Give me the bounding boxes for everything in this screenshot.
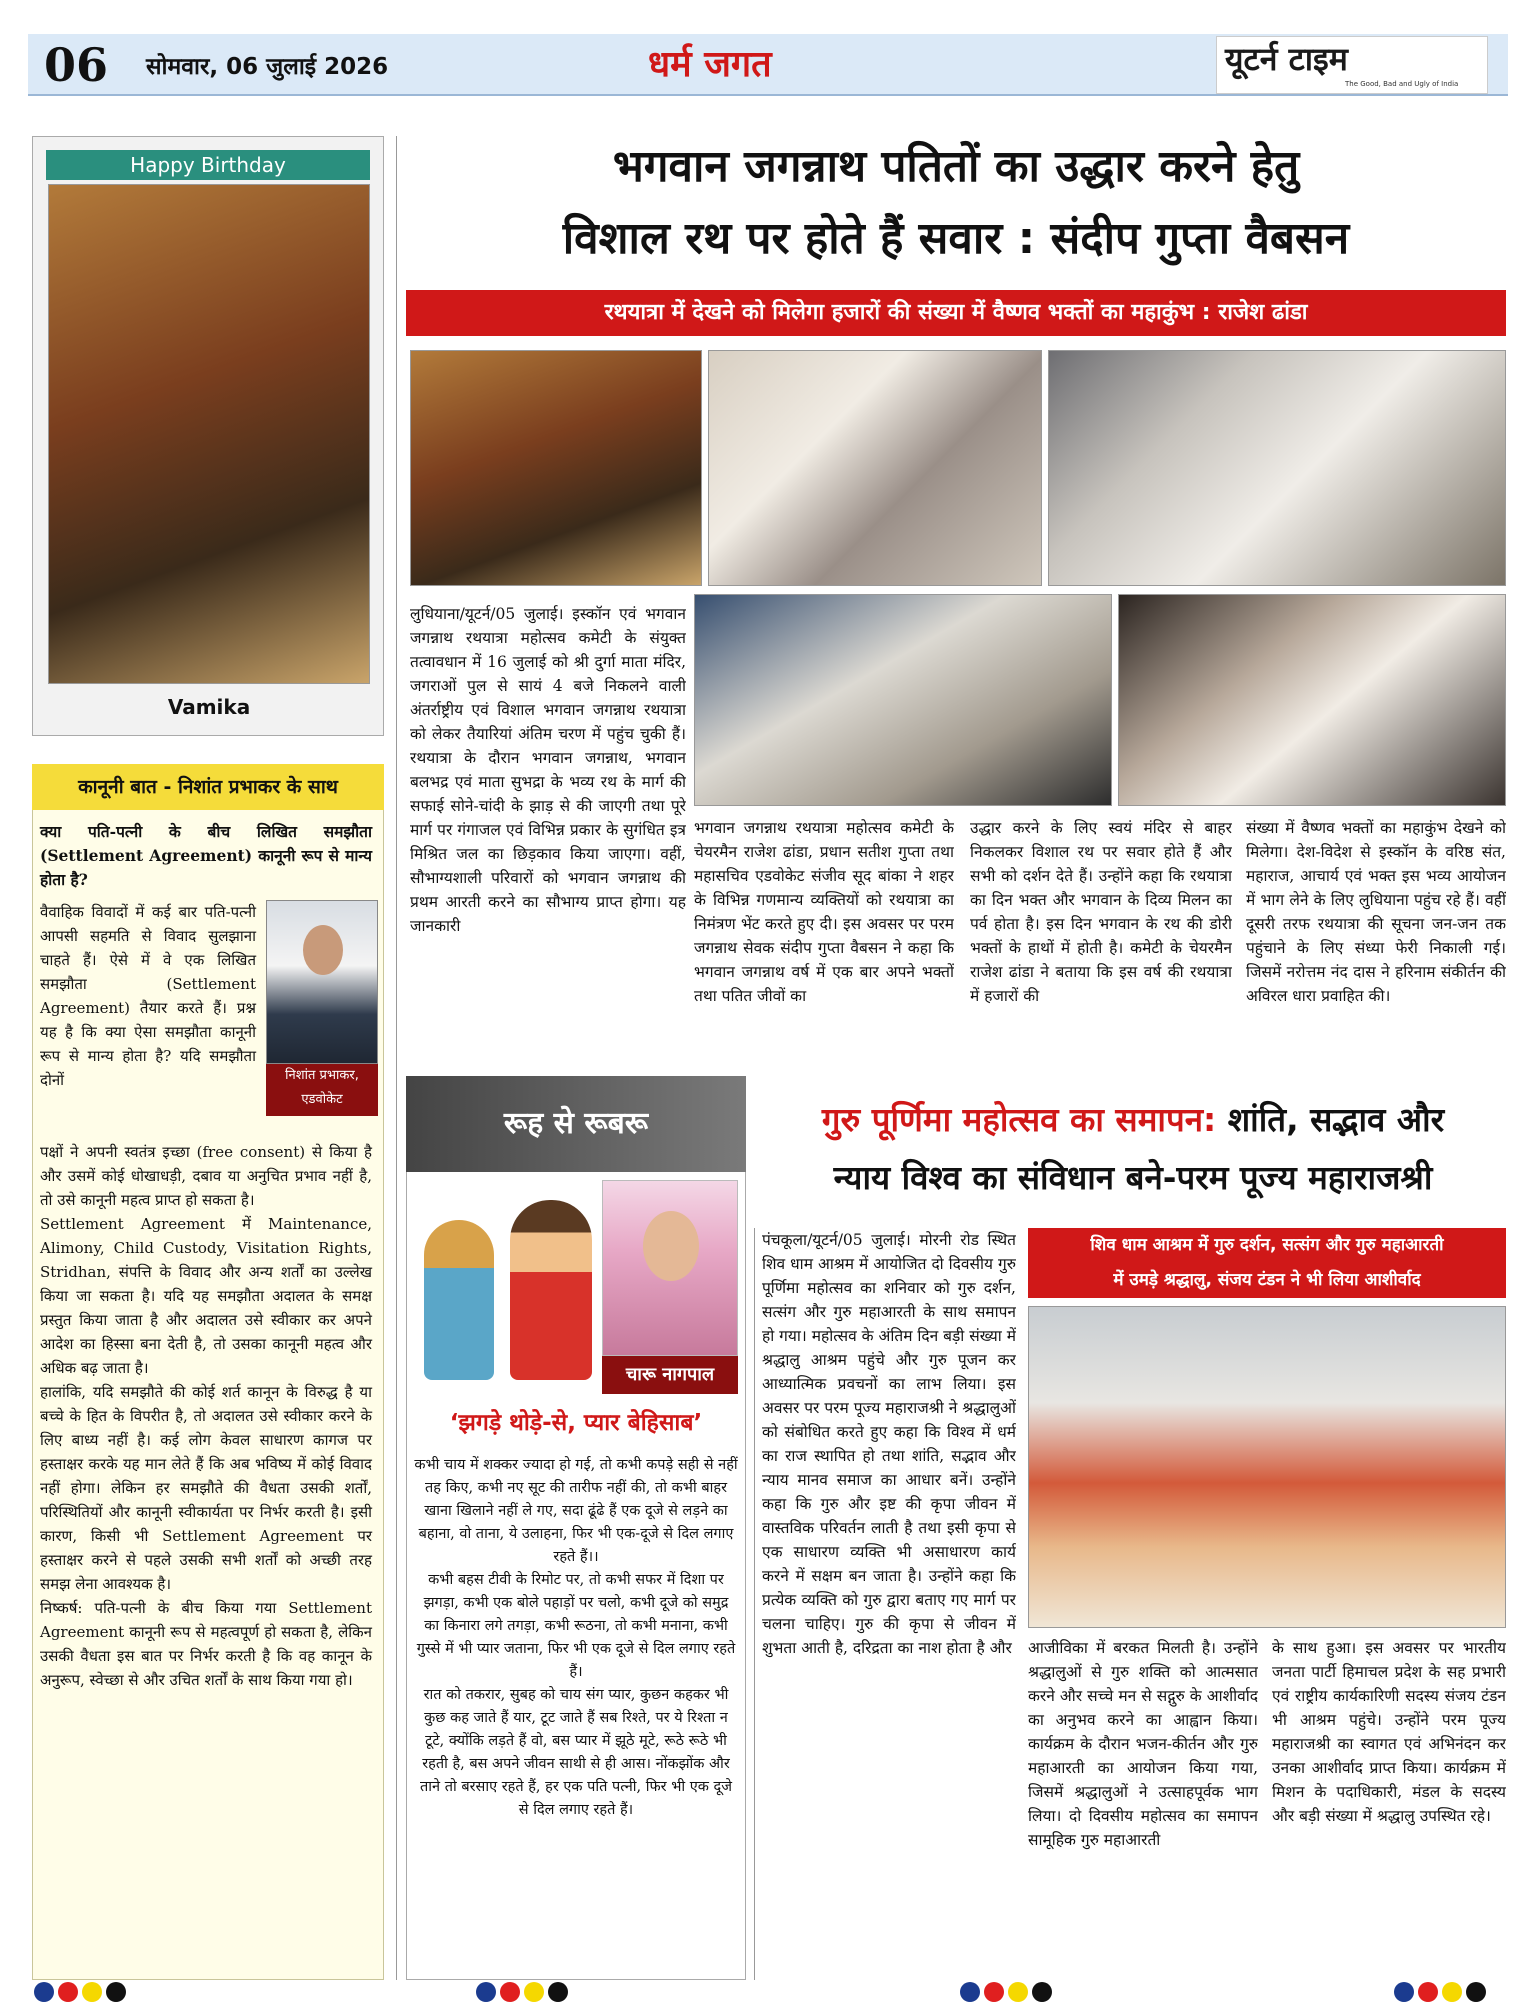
registration-dot-icon: [548, 1982, 568, 2002]
footer-dots-center: [476, 1982, 572, 2006]
legal-para-3: Settlement Agreement में Maintenance, Alimony, Child Custody, Visitation Rights, Stridhan, संपत्ति के विवाद और अन्य शर्तों का उल्लेख किया जा सकता है। यदि यह समझौता अदालत के समक्ष प्रस्तुत किया जाता है और अदालत उसे स्वीकार कर अपने आदेश का हिस्सा बना देती है, तो उसका कानूनी महत्व और अधिक बढ़ जाता है।: [40, 1215, 372, 1377]
guru-headline-red: गुरु पूर्णिमा महोत्सव का समापन:: [821, 1100, 1217, 1139]
ruh-title: ‘झगड़े थोड़े-से, प्यार बेहिसाब’: [449, 1410, 703, 1436]
registration-dot-icon: [1032, 1982, 1052, 2002]
registration-dot-icon: [1008, 1982, 1028, 2002]
main-headline-line1: भगवान जगन्नाथ पतितों का उद्धार करने हेतु: [612, 141, 1300, 192]
legal-text-narrow: [40, 900, 256, 1092]
legal-text-wide: [40, 1140, 372, 1692]
legal-para-5: निष्कर्ष: पति-पत्नी के बीच किया गया Settlement Agreement कानूनी रूप से महत्वपूर्ण हो सकता है, लेकिन उसकी वैधता इस बात पर निर्भर करती है कि वह कानून के अनुरूप, स्वेच्छा से और उचित शर्तों के साथ किया गया हो।: [40, 1599, 372, 1689]
ruh-heading: रूह से रूबरू: [406, 1076, 746, 1172]
registration-dot-icon: [1418, 1982, 1438, 2002]
legal-para-2b: पक्षों ने अपनी स्वतंत्र इच्छा (free consent) से किया है और उसमें कोई धोखाधड़ी, दबाव या अनुचित प्रभाव नहीं है, तो उसे कानूनी महत्व प्राप्त हो सकता है।: [40, 1143, 372, 1209]
ruh-para-2: कभी बहस टीवी के रिमोट पर, तो कभी सफर में दिशा पर झगड़ा, कभी एक बोले पहाड़ों पर चलो, कभी दूजे को समुद्र का किनारा लगे तगड़ा, कभी रूठना, तो कभी मनाना, कभी गुस्से में भी प्यार जताना, फिर भी एक दूजे से दिल लगाए रहते हैं।: [416, 1572, 736, 1680]
main-col-3-text: उद्धार करने के लिए स्वयं मंदिर से बाहर निकलकर विशाल रथ पर सवार होते हैं और सभी को दर्शन देते हैं। उन्होंने कहा कि रथयात्रा का दिन भक्त और भगवान के दिव्य मिलन का पर्व होता है। इस दिन भगवान के रथ की डोरी भक्तों के हाथों में होती है। कमेटी के चेयरमैन राजेश ढांडा ने बताया कि इस वर्ष की रथयात्रा में हजारों की: [970, 819, 1232, 1005]
masthead-logo: [1216, 36, 1488, 94]
masthead-tagline: The Good, Bad and Ugly of India: [1345, 80, 1459, 88]
guru-col-1: [762, 1228, 1016, 1980]
legal-question: [40, 820, 372, 892]
ruh-author-photo: [602, 1180, 738, 1356]
registration-dot-icon: [476, 1982, 496, 2002]
guru-col-1-text: पंचकूला/यूटर्न/05 जुलाई। मोरनी रोड स्थित शिव धाम आश्रम में आयोजित दो दिवसीय गुरु पूर्णिमा महोत्सव का शनिवार को गुरु दर्शन, सत्संग और गुरु महाआरती के साथ समापन हो गया। महोत्सव के अंतिम दिन बड़ी संख्या में श्रद्धालु आश्रम पहुंचे और गुरु पूजन कर आध्यात्मिक प्रवचनों का लाभ लिया। इस अवसर पर परम पूज्य महाराजश्री ने श्रद्धालुओं को संबोधित करते हुए कहा कि विश्व में धर्म का राज स्थापित हो तथा शांति, सद्भाव और न्याय मानव समाज का आधार बनें। उन्होंने कहा कि गुरु और इष्ट की कृपा जीवन में वास्तविक परिवर्तन लाती है तथा इसी कृपा से एक साधारण व्यक्ति भी असाधारण कार्य करने में सक्षम बन जाता है। उन्होंने कहा कि प्रत्येक व्यक्ति को गुरु द्वारा बताए गए मार्ग पर चलना चाहिए। गुरु की कृपा से जीवन में शुभता आती है, दरिद्रता का नाश होता है और: [762, 1231, 1016, 1657]
registration-dot-icon: [1442, 1982, 1462, 2002]
legal-author-title: एडवोकेट: [301, 1092, 343, 1107]
ruh-text: [414, 1454, 738, 1822]
birthday-banner: Happy Birthday: [46, 150, 370, 180]
column-divider: [396, 136, 397, 1980]
column-divider: [754, 1228, 755, 1980]
legal-para-4: हालांकि, यदि समझौते की कोई शर्त कानून के विरुद्ध है या बच्चे के हित के विपरीत है, तो अदालत उसे स्वीकार करने के लिए बाध्य नहीं है। कई लोग केवल साधारण कागज पर हस्ताक्षर करके यह मान लेते हैं कि अब भविष्य में कोई विवाद नहीं होगा। लेकिन हर समझौते की वैधता उसकी शर्तों, परिस्थितियों और कानूनी स्वीकार्यता पर निर्भर करती है। इसी कारण, किसी भी Settlement Agreement पर हस्ताक्षर करने से पहले उसकी सभी शर्तों को अच्छी तरह समझ लेना आवश्यक है।: [40, 1383, 372, 1593]
ruh-cartoon: [414, 1180, 600, 1394]
main-col-3: [970, 816, 1232, 1064]
birthday-name: Vamika: [167, 695, 251, 719]
guru-photo-gathering: [1028, 1306, 1506, 1628]
main-col-4: [1246, 816, 1506, 1064]
legal-para-1: क्या पति-पत्नी के बीच लिखित समझौता (Settlement Agreement) कानूनी रूप से मान्य होता है?: [40, 822, 372, 889]
guru-headline-rest: शांति, सद्भाव और: [1216, 1100, 1445, 1139]
main-photo-group-2: [1048, 350, 1506, 586]
guru-subhead: [1028, 1228, 1506, 1298]
guru-col-3-text: के साथ हुआ। इस अवसर पर भारतीय जनता पार्टी हिमाचल प्रदेश के सह प्रभारी एवं राष्ट्रीय कार्यकारिणी सदस्य संजय टंडन भी आश्रम पहुंचे। उन्होंने परम पूज्य महाराजश्री का स्वागत एवं अभिनंदन कर उनका आशीर्वाद प्राप्त किया। कार्यक्रम में मिशन के पदाधिकारी, मंडल के सदस्य और बड़ी संख्या में श्रद्धालु उपस्थित रहे।: [1272, 1639, 1506, 1825]
main-photo-deities: [410, 350, 702, 586]
main-photo-crowd: [694, 594, 1112, 806]
main-headline-line2: विशाल रथ पर होते हैं सवार : संदीप गुप्ता वैबसन: [562, 213, 1350, 264]
page-number: 06: [44, 38, 109, 92]
masthead-logo-text: यूटर्न टाइम: [1225, 40, 1348, 78]
main-col-4-text: संख्या में वैष्णव भक्तों का महाकुंभ देखने को मिलेगा। देश-विदेश से इस्कॉन के वरिष्ठ संत, महाराज, आचार्य एवं भक्त इस भव्य आयोजन में भाग लेने के लिए लुधियाना पहुंच रहे हैं। वहीं दूसरी तरफ रथयात्रा की सूचना जन-जन तक पहुंचाने के लिए संध्या फेरी निकाली गई। जिसमें नरोत्तम नंद दास ने हरिनाम संकीर्तन की अविरल धारा प्रवाहित की।: [1246, 819, 1506, 1005]
guru-headline-line1: [760, 1096, 1506, 1144]
legal-author-face-icon: [303, 925, 343, 975]
registration-dot-icon: [58, 1982, 78, 2002]
ruh-author-face-icon: [643, 1211, 699, 1281]
main-subhead: रथयात्रा में देखने को मिलेगा हजारों की संख्या में वैष्णव भक्तों का महाकुंभ : राजेश ढांडा: [406, 290, 1506, 336]
main-col-2-text: भगवान जगन्नाथ रथयात्रा महोत्सव कमेटी के चेयरमैन राजेश ढांडा, प्रधान सतीश गुप्ता तथा महासचिव एडवोकेट संजीव सूद बांका ने शहर के विभिन्न गणमान्य व्यक्तियों को रथयात्रा का निमंत्रण भेंट करते हुए दी। इस अवसर पर परम जगन्नाथ सेवक संदीप गुप्ता वैबसन ने कहा कि भगवान जगन्नाथ वर्ष में एक बार अपने भक्तों तथा पतित जीवों का: [694, 819, 954, 1005]
legal-author-photo: [266, 900, 378, 1064]
footer-dots-left: [34, 1982, 130, 2006]
legal-heading: कानूनी बात - निशांत प्रभाकर के साथ: [32, 764, 384, 810]
footer-dots-right: [1394, 1982, 1490, 2006]
guru-col-2-text: आजीविका में बरकत मिलती है। उन्होंने श्रद्धालुओं से गुरु शक्ति को आत्मसात करने और सच्चे मन से सद्गुरु के आशीर्वाद का अनुभव करने का आह्वान किया। कार्यक्रम के दौरान भजन-कीर्तन और गुरु महाआरती का आयोजन किया गया, जिसमें श्रद्धालुओं ने उत्साहपूर्वक भाग लिया। दो दिवसीय महोत्सव का समापन सामूहिक गुरु महाआरती: [1028, 1639, 1258, 1849]
guru-subhead-line1: शिव धाम आश्रम में गुरु दर्शन, सत्संग और गुरु महाआरती: [1090, 1235, 1444, 1255]
footer-dots-mid: [960, 1982, 1056, 2006]
issue-date: सोमवार, 06 जुलाई 2026: [146, 54, 389, 80]
section-title: धर्म जगत: [648, 44, 772, 85]
cartoon-man-icon: [510, 1200, 592, 1380]
main-col-1-text: लुधियाना/यूटर्न/05 जुलाई। इस्कॉन एवं भगवान जगन्नाथ रथयात्रा महोत्सव कमेटी के संयुक्त तत्वावधान में 16 जुलाई को श्री दुर्गा माता मंदिर, जगराओं पुल से सायं 4 बजे निकलने वाली अंतर्राष्ट्रीय एवं विशाल भगवान जगन्नाथ रथयात्रा को लेकर तैयारियां अंतिम चरण में पहुंच चुकी हैं। रथयात्रा के दौरान भगवान जगन्नाथ, भगवान बलभद्र एवं माता सुभद्रा के भव्य रथ के मार्ग की सफाई सोने-चांदी के झाड़ से की जाएगी तथा पूरे मार्ग पर गंगाजल एवं विभिन्न प्रकार के सुगंधित इत्र मिश्रित जल का छिड़काव किया जाएगा। वहीं, सौभाग्यशाली परिवारों को भगवान जगन्नाथ की प्रथम आरती करने का सौभाग्य प्राप्त होगा। यह जानकारी: [410, 605, 686, 935]
registration-dot-icon: [82, 1982, 102, 2002]
ruh-para-3: रात को तकरार, सुबह को चाय संग प्यार, कुछन कहकर भी कुछ कह जाते हैं यार, टूट जाते हैं सब रिश्ते, पर ये रिश्ता न टूटे, क्योंकि लड़ते हैं वो, बस प्यार में झूठे मूटे, रूठे रूठे भी रहती है, बस अपने जीवन साथी से ही आस। नोंकझोंक और ताने तो बरसाए रहते हैं, हर एक पति पत्नी, फिर भी एक दूजे से दिल लगाए रहते हैं।: [420, 1687, 732, 1818]
ruh-para-1: कभी चाय में शक्कर ज्यादा हो गई, तो कभी कपड़े सही से नहीं तह किए, कभी नए सूट की तारीफ नहीं की, तो कभी बाहर खाना खिलाने नहीं ले गए, सदा ढूंढे हैं एक दूजे से लड़ने का बहाना, वो ताना, ये उलाहना, फिर भी एक-दूजे से दिल लगाए रहते हैं।।: [414, 1457, 738, 1565]
legal-author-name: निशांत प्रभाकर,: [285, 1068, 359, 1083]
guru-col-2: [1028, 1636, 1258, 1980]
registration-dot-icon: [960, 1982, 980, 2002]
main-col-1: [410, 602, 686, 1064]
guru-headline-line2: न्याय विश्व का संविधान बने-परम पूज्य महाराजश्री: [833, 1158, 1433, 1197]
registration-dot-icon: [524, 1982, 544, 2002]
main-photo-group-3: [1118, 594, 1506, 806]
registration-dot-icon: [1394, 1982, 1414, 2002]
cartoon-woman-icon: [424, 1220, 494, 1380]
registration-dot-icon: [500, 1982, 520, 2002]
main-photo-group-1: [708, 350, 1042, 586]
ruh-author-name: चारू नागपाल: [602, 1356, 738, 1394]
main-col-2: [694, 816, 954, 1064]
registration-dot-icon: [984, 1982, 1004, 2002]
birthday-photo: [48, 184, 370, 684]
guru-col-3: [1272, 1636, 1506, 1980]
legal-para-2a: वैवाहिक विवादों में कई बार पति-पत्नी आपसी सहमति से विवाद सुलझाना चाहते हैं। ऐसे में वे एक लिखित समझौता (Settlement Agreement) तैयार करते हैं। प्रश्न यह है कि क्या ऐसा समझौता कानूनी रूप से मान्य होता है? यदि समझौता दोनों: [40, 903, 256, 1089]
guru-subhead-line2: में उमड़े श्रद्धालु, संजय टंडन ने भी लिया आशीर्वाद: [1113, 1270, 1421, 1290]
registration-dot-icon: [1466, 1982, 1486, 2002]
registration-dot-icon: [106, 1982, 126, 2002]
legal-author-caption: [266, 1064, 378, 1116]
registration-dot-icon: [34, 1982, 54, 2002]
